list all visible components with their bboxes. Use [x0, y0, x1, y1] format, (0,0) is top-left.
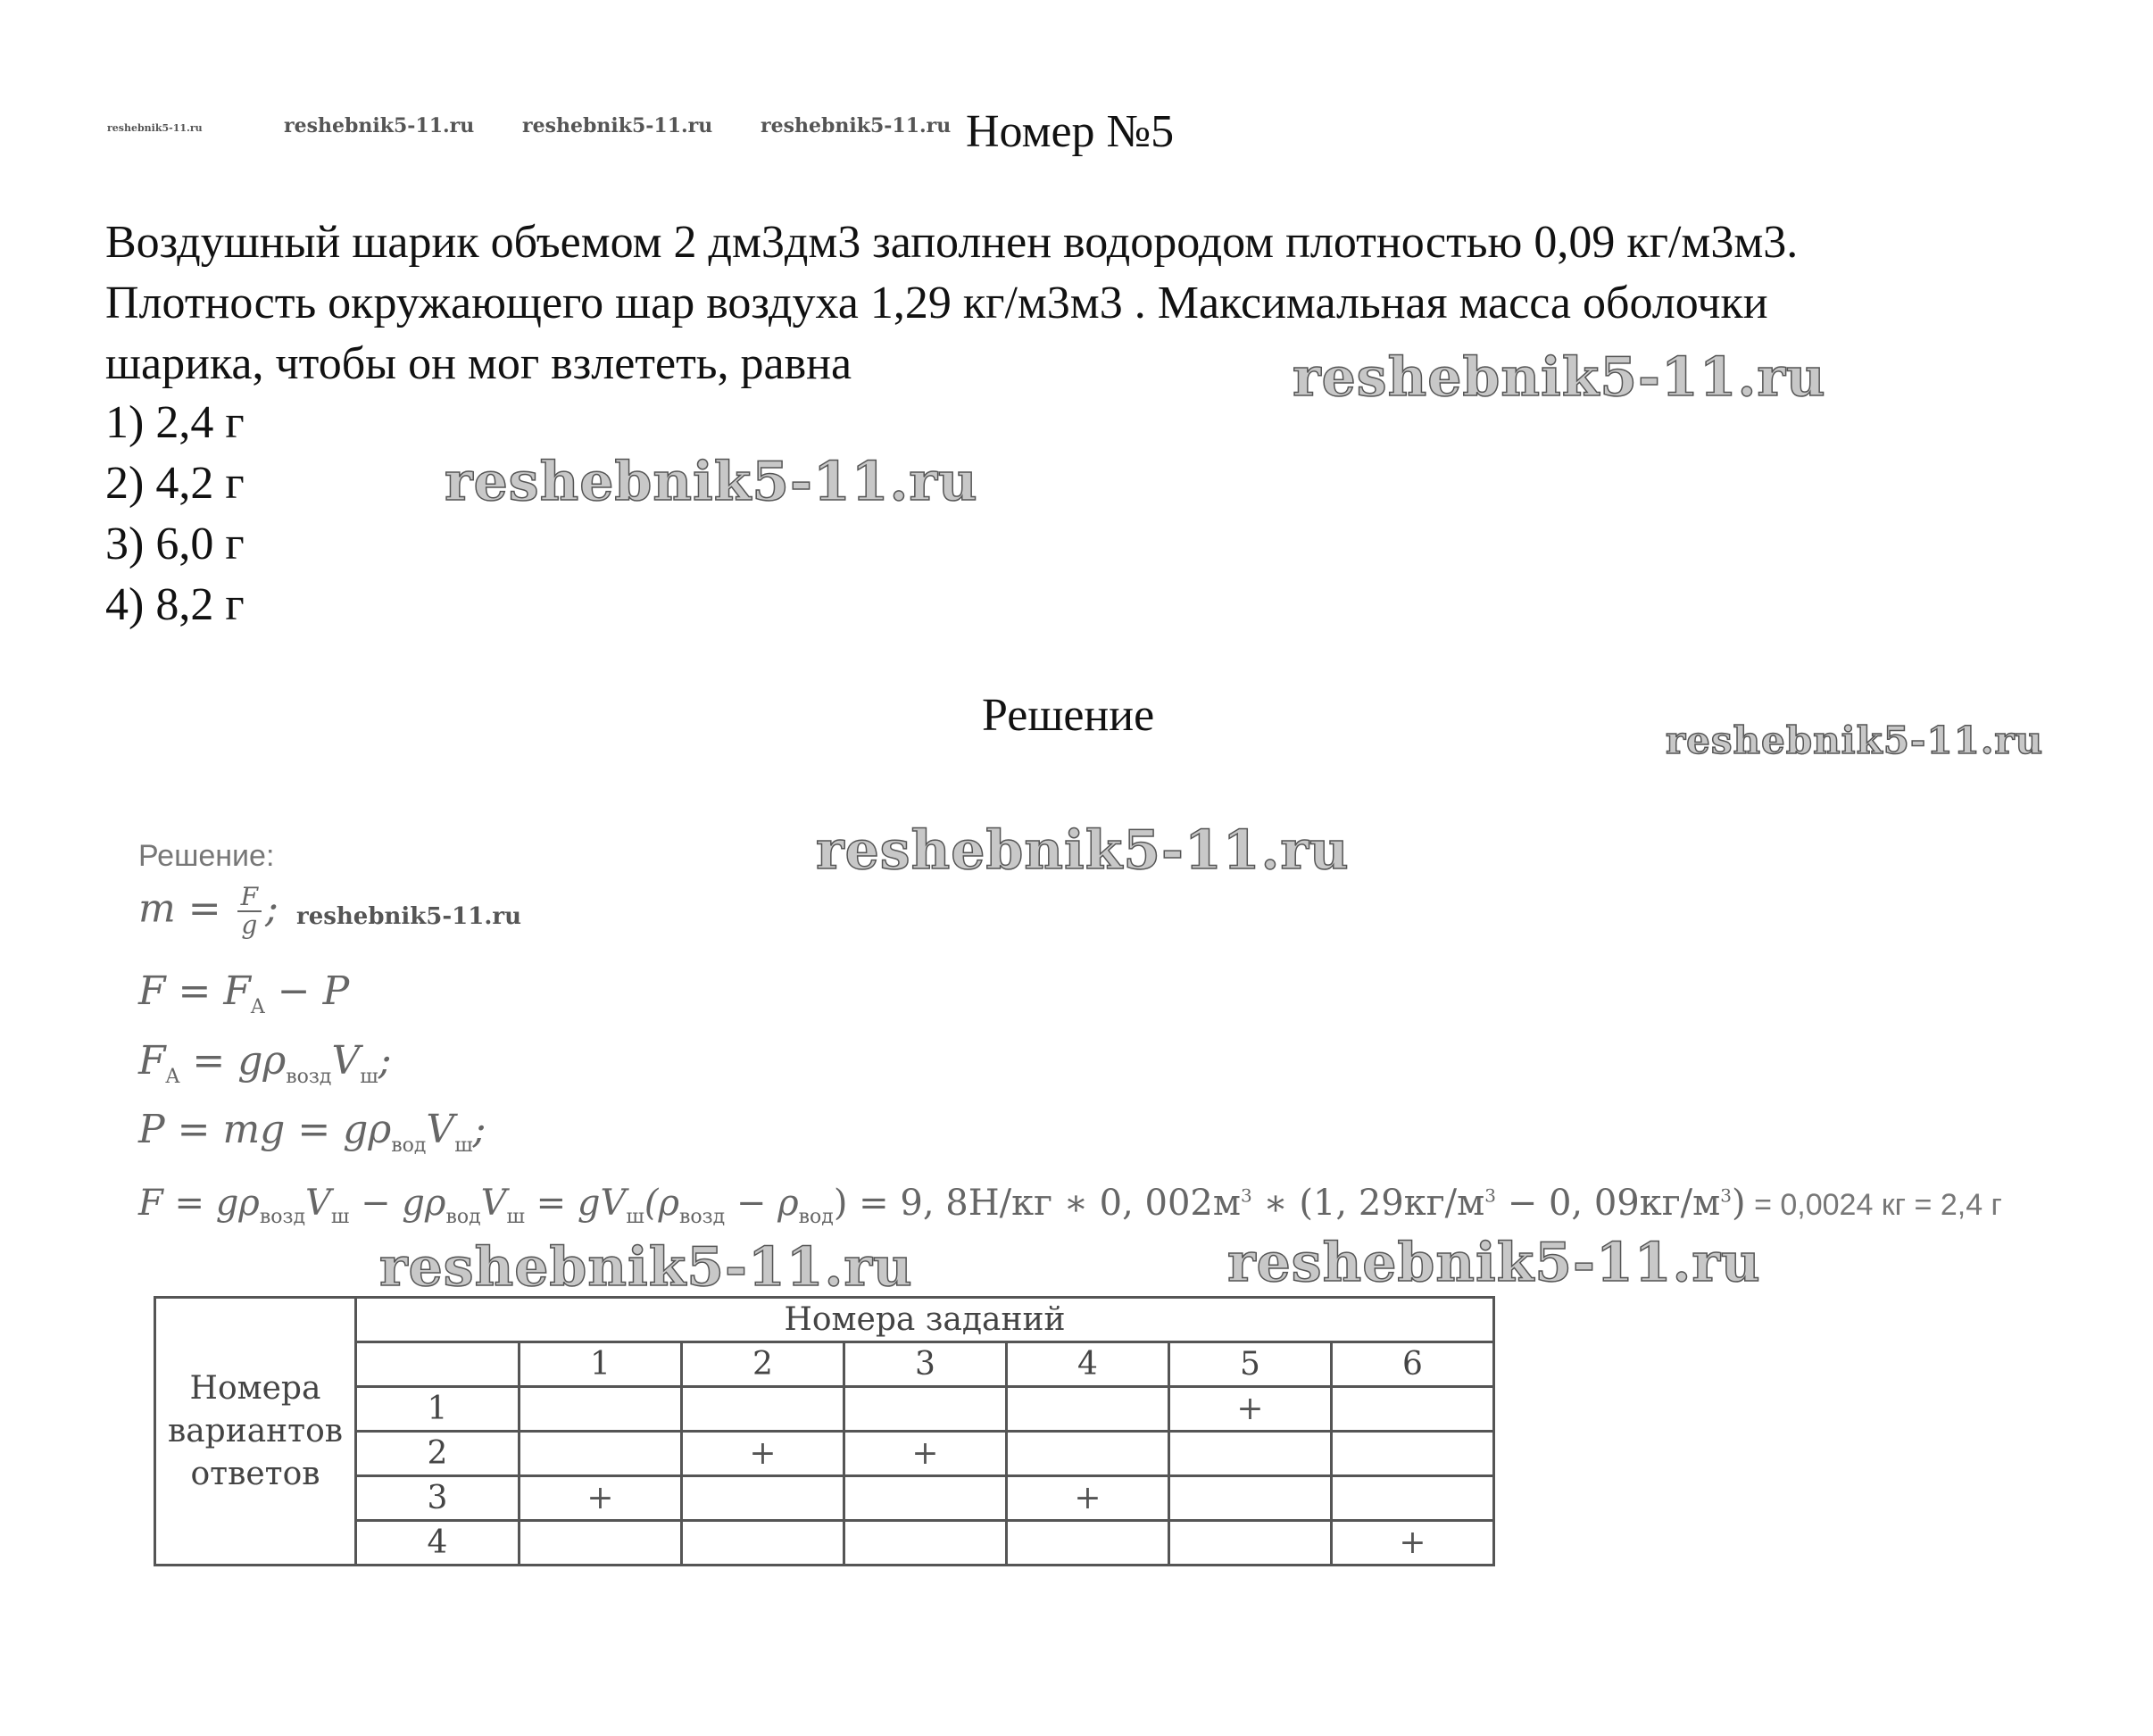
eq3-sub: A [165, 1065, 180, 1088]
eq5-result: = 0,0024 кг = 2,4 г [1745, 1188, 2002, 1222]
eq1-fraction [237, 884, 262, 939]
answer-cell: + [520, 1476, 682, 1521]
problem-line-2: Плотность окружающего шар воздуха 1,29 кг/м3м3 . Максимальная масса оболочки [105, 278, 1768, 328]
eq2-main: F = F [138, 968, 251, 1014]
eq5-p: 3 [1240, 1184, 1252, 1207]
answer-cell [682, 1521, 844, 1566]
eq4-tail: V [426, 1107, 455, 1152]
eq2-tail: − P [264, 968, 350, 1014]
answer-cell [520, 1521, 682, 1566]
problem-line-3: шарика, чтобы он мог взлететь, равна [105, 338, 852, 389]
eq3-sub2: возд [286, 1065, 332, 1088]
answer-cell [682, 1387, 844, 1432]
eq5-q: ∗ (1, 29кг/м [1251, 1183, 1485, 1224]
eq1-denominator: g [241, 910, 258, 940]
answer-cell [1169, 1521, 1332, 1566]
answer-cell: + [844, 1432, 1007, 1476]
answer-cell [1169, 1432, 1332, 1476]
answer-cell: + [1169, 1387, 1332, 1432]
answer-cell [844, 1476, 1007, 1521]
row-header [155, 1298, 356, 1566]
task-number: 1 [520, 1342, 682, 1387]
option-2: 2) 4,2 г [105, 458, 245, 509]
answer-cell: + [1007, 1476, 1169, 1521]
solution-heading: Решение [982, 690, 1155, 741]
eq5-t: 3 [1720, 1184, 1733, 1207]
tasks-header: Номера заданий [356, 1298, 1494, 1342]
equation-5 [138, 1183, 2002, 1228]
task-number: 2 [682, 1342, 844, 1387]
task-number: 6 [1332, 1342, 1494, 1387]
eq5-a: F = gρ [138, 1183, 260, 1224]
eq1-numerator: F [237, 884, 262, 912]
eq1-tail: ; [265, 885, 278, 932]
answer-cell [682, 1476, 844, 1521]
watermark-1: reshebnik5-11.ru [107, 122, 203, 134]
eq4-sub2: ш [454, 1134, 473, 1157]
eq3-mid: = gρ [179, 1038, 287, 1084]
row-header-line-2: вариантов [167, 1412, 344, 1449]
watermark-11: reshebnik5-11.ru [1227, 1232, 1761, 1294]
answer-cell: + [682, 1432, 844, 1476]
answer-cell [844, 1387, 1007, 1432]
eq2-sub: A [250, 995, 265, 1018]
task-number: 4 [1007, 1342, 1169, 1387]
answer-cell [1007, 1387, 1169, 1432]
watermark-7: reshebnik5-11.ru [1666, 718, 2044, 762]
option-3: 3) 6,0 г [105, 519, 245, 569]
answer-cell [1007, 1521, 1169, 1566]
corner-cell [356, 1342, 520, 1387]
watermark-2: reshebnik5-11.ru [284, 114, 475, 137]
eq4-end: ; [472, 1107, 486, 1152]
answer-cell [1169, 1476, 1332, 1521]
task-number: 5 [1169, 1342, 1332, 1387]
eq5-c: V [305, 1183, 331, 1224]
row-header-line-3: ответов [190, 1455, 320, 1492]
eq3-main: F [138, 1038, 166, 1084]
watermark-6: reshebnik5-11.ru [445, 451, 978, 513]
eq5-g: V [480, 1183, 507, 1224]
eq5-r: 3 [1484, 1184, 1496, 1207]
watermark-8: reshebnik5-11.ru [816, 819, 1350, 882]
answer-cell [1007, 1432, 1169, 1476]
variant-number: 3 [356, 1476, 520, 1521]
variant-number: 1 [356, 1387, 520, 1432]
eq3-tail: V [331, 1038, 361, 1084]
equation-4 [138, 1107, 486, 1157]
eq3-end: ; [378, 1038, 392, 1084]
answer-cell [1332, 1432, 1494, 1476]
eq4-sub: вод [391, 1134, 427, 1157]
problem-line-1: Воздушный шарик объемом 2 дм3дм3 заполнен водородом плотностью 0,09 кг/м3м3. [105, 217, 1799, 268]
eq5-n: вод [798, 1206, 834, 1228]
eq5-s: − 0, 09кг/м [1496, 1183, 1721, 1224]
table-row [155, 1476, 1494, 1521]
watermark-10: reshebnik5-11.ru [379, 1236, 913, 1299]
watermark-9: reshebnik5-11.ru [296, 903, 522, 930]
variant-number: 2 [356, 1432, 520, 1476]
solution-label: Решение: [138, 839, 275, 873]
answer-cell [1332, 1476, 1494, 1521]
eq4-main: P = mg = gρ [138, 1107, 392, 1152]
page-title: Номер №5 [966, 106, 1175, 157]
row-header-line-1: Номера [189, 1369, 321, 1407]
eq3-sub3: ш [360, 1065, 378, 1088]
equation-1 [138, 884, 278, 939]
answer-table [154, 1296, 1495, 1566]
table-row [155, 1432, 1494, 1476]
eq5-j: ш [626, 1206, 644, 1228]
answer-options [105, 393, 245, 635]
eq5-k: (ρ [644, 1183, 679, 1224]
eq5-d: ш [330, 1206, 350, 1228]
answer-cell: + [1332, 1521, 1494, 1566]
equation-3 [138, 1038, 392, 1088]
watermark-5: reshebnik5-11.ru [1293, 346, 1826, 409]
eq5-e: − gρ [349, 1183, 446, 1224]
variant-number: 4 [356, 1521, 520, 1566]
option-4: 4) 8,2 г [105, 579, 245, 630]
watermark-4: reshebnik5-11.ru [761, 114, 952, 137]
option-1: 1) 2,4 г [105, 397, 245, 448]
eq5-u: ) [1732, 1183, 1746, 1224]
answer-cell [844, 1521, 1007, 1566]
eq5-f: вод [445, 1206, 481, 1228]
eq5-l: возд [678, 1206, 726, 1228]
answer-cell [1332, 1387, 1494, 1432]
eq5-b: возд [259, 1206, 306, 1228]
eq5-o: ) = 9, 8Н/кг ∗ 0, 002м [833, 1183, 1241, 1224]
answer-cell [520, 1387, 682, 1432]
eq1-lhs: m = [138, 885, 221, 932]
task-number: 3 [844, 1342, 1007, 1387]
answer-cell [520, 1432, 682, 1476]
eq5-i: = gV [524, 1183, 627, 1224]
watermark-3: reshebnik5-11.ru [522, 114, 713, 137]
table-row [155, 1521, 1494, 1566]
eq5-m: − ρ [725, 1183, 799, 1224]
equation-2 [138, 968, 349, 1018]
eq5-h: ш [506, 1206, 525, 1228]
table-row [155, 1387, 1494, 1432]
